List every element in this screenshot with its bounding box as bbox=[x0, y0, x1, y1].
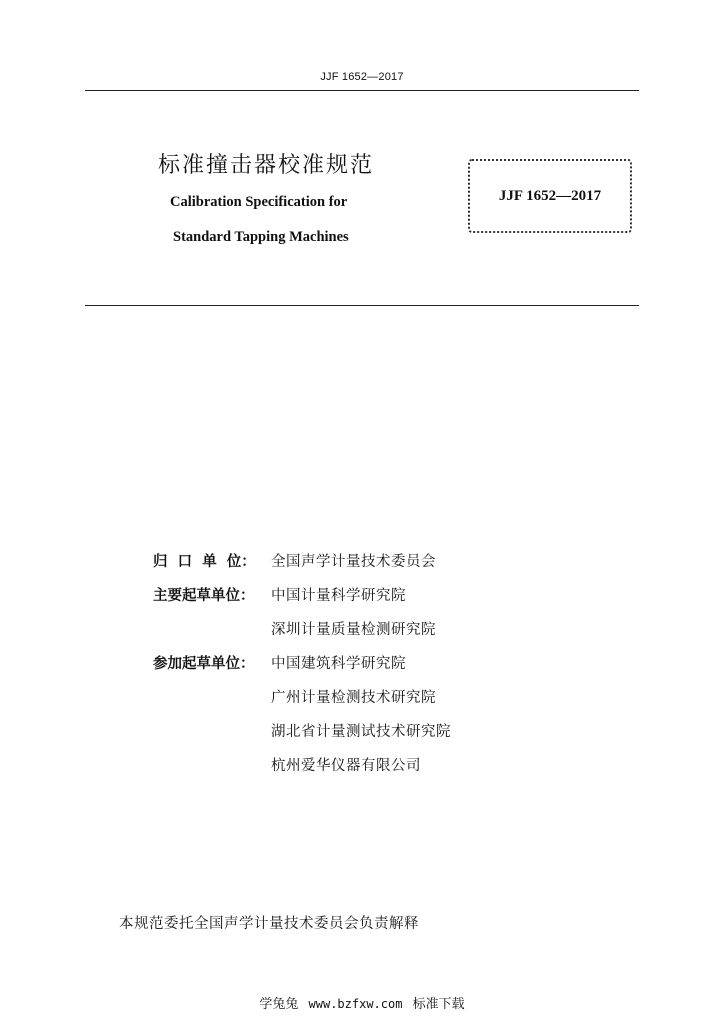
org-row-participating-4 bbox=[0, 754, 724, 776]
org-value: 杭州爱华仪器有限公司 bbox=[271, 758, 421, 774]
footer-download-text: 标准下载 bbox=[412, 997, 465, 1012]
org-label: 参加起草单位： bbox=[153, 656, 255, 672]
org-value: 全国声学计量技术委员会 bbox=[271, 554, 436, 570]
org-row-participating-3 bbox=[0, 720, 724, 742]
footer-url-link[interactable]: www.bzfxw.com bbox=[308, 997, 403, 1011]
standard-code-box bbox=[468, 159, 632, 233]
org-value: 深圳计量质量检测研究院 bbox=[271, 622, 436, 638]
document-title-chinese: 标准撞击器校准规范 bbox=[158, 153, 375, 178]
org-value: 中国计量科学研究院 bbox=[271, 588, 406, 604]
standard-code-box-text: JJF 1652—2017 bbox=[498, 187, 602, 204]
org-row-participating-2 bbox=[0, 686, 724, 708]
footer-watermark bbox=[0, 993, 724, 1012]
org-label: 主要起草单位： bbox=[153, 588, 255, 604]
interpretation-note: 本规范委托全国声学计量技术委员会负责解释 bbox=[119, 916, 419, 932]
org-row-participating bbox=[0, 652, 724, 674]
org-row-main-drafter-2 bbox=[0, 618, 724, 640]
org-value: 湖北省计量测试技术研究院 bbox=[271, 724, 451, 740]
org-label: 归 口 单 位： bbox=[153, 554, 256, 570]
org-row-responsible bbox=[0, 550, 724, 572]
org-value: 广州计量检测技术研究院 bbox=[271, 690, 436, 706]
document-title-english-line2: Standard Tapping Machines bbox=[173, 229, 349, 245]
header-standard-code: JJF 1652—2017 bbox=[320, 71, 404, 83]
org-value: 中国建筑科学研究院 bbox=[271, 656, 406, 672]
org-row-main-drafter bbox=[0, 584, 724, 606]
footer-site-name: 学兔兔 bbox=[259, 997, 299, 1012]
title-divider bbox=[85, 305, 639, 306]
document-title-english-line1: Calibration Specification for bbox=[170, 194, 348, 210]
header-divider bbox=[85, 90, 639, 91]
